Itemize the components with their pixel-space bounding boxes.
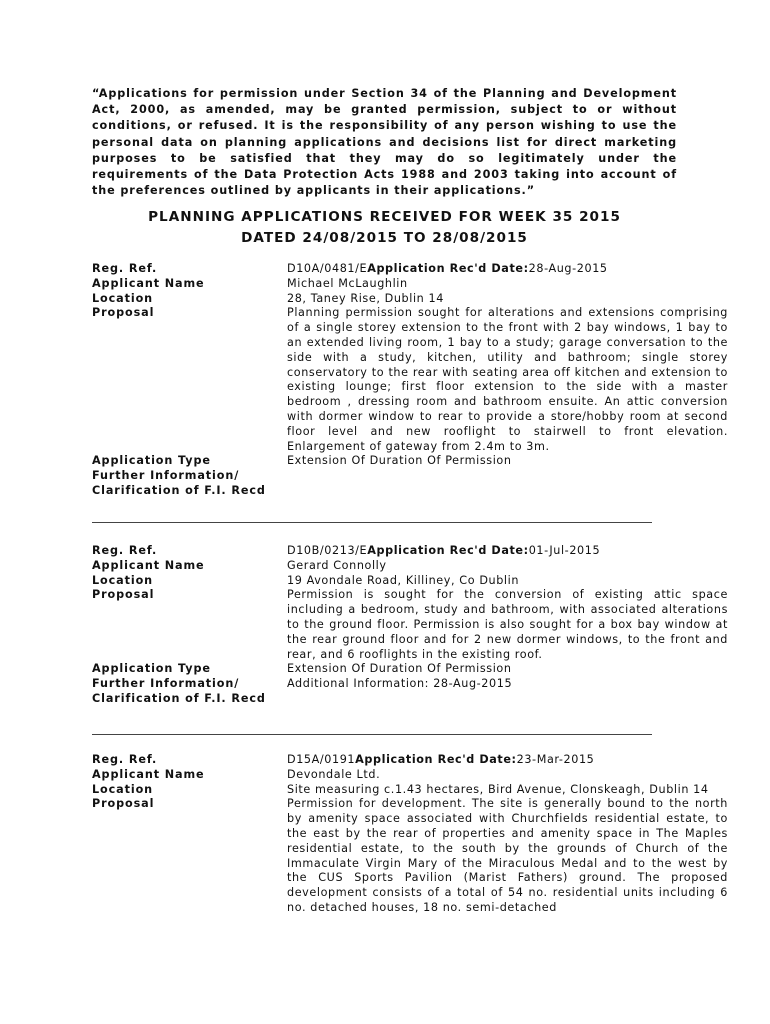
application-type-value: Extension Of Duration Of Permission xyxy=(287,662,512,676)
location-value: 19 Avondale Road, Killiney, Co Dublin xyxy=(287,573,520,587)
applicant-name-value: Michael McLaughlin xyxy=(287,276,408,290)
application-record-2 xyxy=(92,544,728,707)
reg-ref-number: D10A/0481/E xyxy=(287,262,368,275)
proposal-label: Proposal xyxy=(92,797,155,811)
proposal-value: Permission for development. The site is generally bound to the north by amenity space associated with Churchfields residential estate, to the east by the rear of properties and amenity space in The Maples residential estate, to the south by the grounds of Church of the Immaculate Virgin Mary of the Miraculous Medal and to the west by the CUS Sports Pavilion (Marist Fathers) ground. The proposed development consists of a total of 54 no. residential units including 6 no. detached houses, 18 no. semi-detached xyxy=(287,797,728,914)
rec-date-value: 23-Mar-2015 xyxy=(516,753,595,766)
data-protection-disclaimer: “Applications for permission under Section 34 of the Planning and Development Act, 2000, as amended, may be granted permission, subject to or without conditions, or refused. It is the responsibility of any person wishing to use the personal data on planning applications and decisions list for direct marketing purposes to be satisfied that they may do so legitimately under the requirements of the Data Protection Acts 1988 and 2003 taking into account of the preferences outlined by applicants in their applications.” xyxy=(92,87,677,198)
reg-ref-value xyxy=(287,262,728,277)
application-record-3 xyxy=(92,753,728,916)
proposal-value: Permission is sought for the conversion of existing attic space including a bedroom, study and bathroom, with associated alterations to the ground floor. Permission is also sought for a box bay window at the rear ground floor and for 2 new dormer windows, to the front and rear, and 6 rooflights in the existing roof. xyxy=(287,588,728,661)
location-label: Location xyxy=(92,573,154,587)
location-value: 28, Taney Rise, Dublin 14 xyxy=(287,291,444,305)
record-separator xyxy=(92,522,652,523)
page-title: PLANNING APPLICATIONS RECEIVED FOR WEEK 35 2015 xyxy=(148,209,621,225)
location-label: Location xyxy=(92,782,154,796)
application-type-value: Extension Of Duration Of Permission xyxy=(287,454,512,468)
record-separator xyxy=(92,734,652,735)
page-subtitle-dates: DATED 24/08/2015 TO 28/08/2015 xyxy=(241,230,528,246)
applicant-name-label: Applicant Name xyxy=(92,276,205,290)
rec-date-label: Application Rec'd Date: xyxy=(355,753,517,766)
reg-ref-number: D10B/0213/E xyxy=(287,544,368,557)
proposal-value: Planning permission sought for alterations and extensions comprising of a single storey extension to the front with 2 bay windows, 1 bay to an extended living room, 1 bay to a study; garage conversation to the side with a study, kitchen, utility and bathroom; single storey conservatory to the rear with seating area off kitchen and extension to existing lounge; first floor extension to the side with a master bedroom , dressing room and bathroom ensuite. An attic conversion with dormer window to rear to provide a store/hobby room at second floor level and new rooflight to stairwell to front elevation. Enlargement of gateway from 2.4m to 3m. xyxy=(287,306,728,453)
reg-ref-value xyxy=(287,544,728,559)
application-type-label: Application Type xyxy=(92,662,211,676)
reg-ref-label: Reg. Ref. xyxy=(92,262,158,275)
proposal-label: Proposal xyxy=(92,306,155,320)
application-type-label: Application Type xyxy=(92,454,211,468)
location-value: Site measuring c.1.43 hectares, Bird Avenue, Clonskeagh, Dublin 14 xyxy=(287,782,709,796)
applicant-name-label: Applicant Name xyxy=(92,558,205,572)
rec-date-label: Application Rec'd Date: xyxy=(367,262,529,275)
rec-date-value: 28-Aug-2015 xyxy=(528,262,608,275)
clarification-label: Clarification of F.I. Recd xyxy=(92,483,266,497)
reg-ref-value xyxy=(287,753,728,768)
applicant-name-value: Devondale Ltd. xyxy=(287,767,381,781)
further-info-label: Further Information/ xyxy=(92,469,240,483)
reg-ref-label: Reg. Ref. xyxy=(92,544,158,557)
reg-ref-label: Reg. Ref. xyxy=(92,753,158,766)
clarification-label: Clarification of F.I. Recd xyxy=(92,691,266,705)
reg-ref-number: D15A/0191 xyxy=(287,753,356,766)
application-record-1 xyxy=(92,262,728,499)
rec-date-label: Application Rec'd Date: xyxy=(367,544,529,557)
further-info-label: Further Information/ xyxy=(92,677,240,691)
further-info-value: Additional Information: 28-Aug-2015 xyxy=(287,677,513,691)
applicant-name-value: Gerard Connolly xyxy=(287,558,387,572)
rec-date-value: 01-Jul-2015 xyxy=(528,544,601,557)
proposal-label: Proposal xyxy=(92,588,155,602)
applicant-name-label: Applicant Name xyxy=(92,767,205,781)
location-label: Location xyxy=(92,291,154,305)
